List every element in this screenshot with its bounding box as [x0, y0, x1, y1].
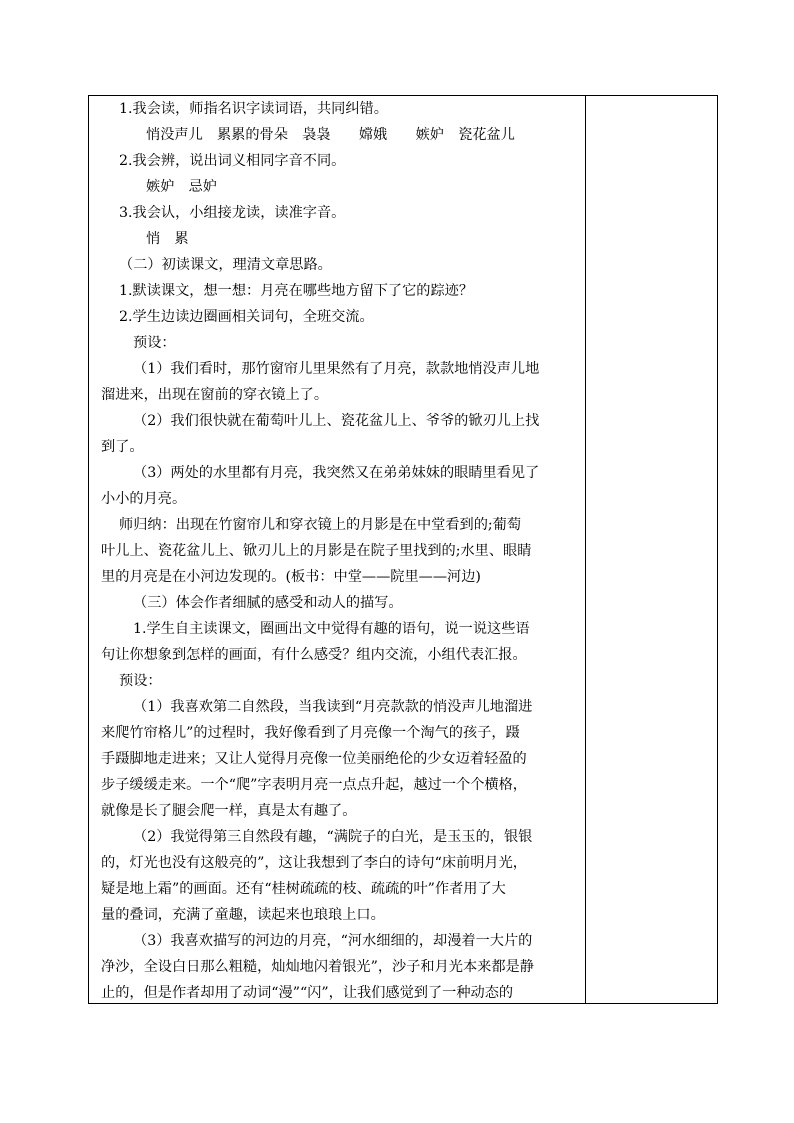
text-line-32: 量的叠词，充满了童趣，读起来也琅琅上口。	[101, 907, 385, 923]
text-line-2: 悄没声儿 累累的骨朵 袅袅 嫦娥 嫉妒 瓷花盆儿	[146, 127, 515, 143]
teaching-process-cell	[89, 96, 585, 1003]
text-line-27: 步子缓缓走来。一个“爬”字表明月亮一点点升起，越过一个个横格，	[101, 777, 527, 793]
text-line-3: 2.我会辨，说出词义相同字音不同。	[119, 153, 346, 169]
text-line-30: 的，灯光也没有这般亮的”，这让我想到了李白的诗句“床前明月光，	[101, 855, 527, 871]
text-line-25: 来爬竹帘格儿”的过程时，我好像看到了月亮像一个淘气的孩子，蹑	[101, 725, 520, 741]
text-line-4: 嫉妒 忌妒	[146, 179, 217, 195]
text-line-23: 预设：	[119, 673, 162, 689]
lesson-table	[88, 95, 718, 1004]
text-line-21: 1.学生自主读课文，圈画出文中觉得有趣的语句，说一说这些语	[133, 621, 530, 637]
text-line-18: 叶儿上、瓷花盆儿上、锨刃儿上的月影是在院子里找到的;水里、眼睛	[101, 543, 532, 559]
text-line-15: （3）两处的水里都有月亮，我突然又在弟弟妹妹的眼睛里看见了	[133, 465, 540, 481]
text-line-24: （1）我喜欢第二自然段，当我读到“月亮款款的悄没声儿地溜进	[133, 699, 533, 715]
text-line-7: （二）初读课文，理清文章思路。	[119, 257, 332, 273]
text-line-22: 句让你想象到怎样的画面，有什么感受？组内交流，小组代表汇报。	[101, 647, 527, 663]
text-line-13: （2）我们很快就在葡萄叶儿上、瓷花盆儿上、爷爷的锨刃儿上找	[133, 413, 540, 429]
text-line-12: 溜进来，出现在窗前的穿衣镜上了。	[101, 387, 329, 403]
text-line-11: （1）我们看时，那竹窗帘儿里果然有了月亮，款款地悄没声儿地	[133, 361, 540, 377]
text-line-31: 疑是地上霜”的画面。还有“桂树疏疏的枝、疏疏的叶”作者用了大	[101, 881, 506, 897]
text-line-19: 里的月亮是在小河边发现的。(板书：中堂——院里——河边)	[101, 569, 481, 585]
text-line-5: 3.我会认，小组接龙读，读准字音。	[119, 205, 346, 221]
text-line-33: （3）我喜欢描写的河边的月亮，“河水细细的，却漫着一大片的	[133, 933, 533, 949]
text-line-26: 手蹑脚地走进来；又让人觉得月亮像一位美丽绝伦的少女迈着轻盈的	[101, 751, 527, 767]
text-line-28: 就像是长了腿会爬一样，真是太有趣了。	[101, 803, 357, 819]
text-line-1: 1.我会读，师指名识字读词语，共同纠错。	[119, 101, 388, 117]
text-line-9: 2.学生边读边圈画相关词句，全班交流。	[119, 309, 374, 325]
text-line-20: （三）体会作者细腻的感受和动人的描写。	[133, 595, 403, 611]
text-line-35: 止的，但是作者却用了动词“漫”“闪”，让我们感觉到了一种动态的	[101, 985, 514, 1001]
text-line-10: 预设：	[133, 335, 176, 351]
text-line-14: 到了。	[101, 439, 144, 455]
text-line-6: 悄 累	[146, 231, 189, 247]
notes-cell	[586, 96, 717, 1003]
text-line-16: 小小的月亮。	[101, 491, 187, 507]
text-line-8: 1.默读课文，想一想：月亮在哪些地方留下了它的踪迹？	[119, 283, 474, 299]
text-line-29: （2）我觉得第三自然段有趣，“满院子的白光，是玉玉的，银银	[133, 829, 533, 845]
text-line-17: 师归纳：出现在竹窗帘儿和穿衣镜上的月影是在中堂看到的;葡萄	[119, 517, 522, 533]
text-line-34: 净沙，全设白日那么粗糙，灿灿地闪着银光”，沙子和月光本来都是静	[101, 959, 534, 975]
